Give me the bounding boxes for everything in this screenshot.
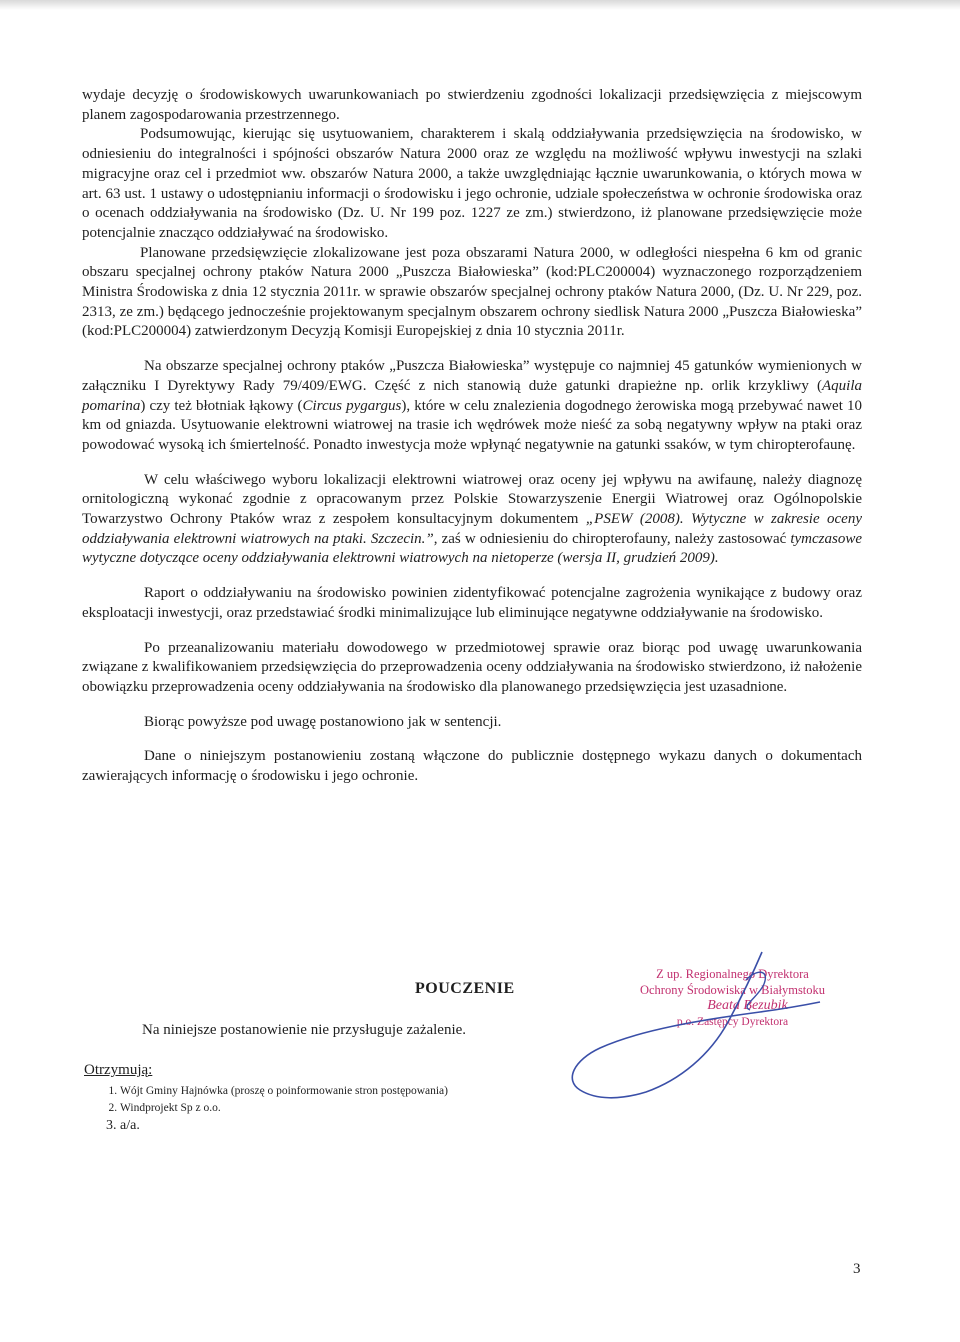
paragraph-5: W celu właściwego wyboru lokalizacji elektrowni wiatrowej oraz oceny jej wpływu na awifaunę, należy diagnozę ornitologiczną wykonać zgodnie z opracowanym przez Polskie Stowarzyszenie Energii Wiatrowej oraz Ogólnopolskie Towarzystwo Ochrony Ptaków wraz z zespołem konsultacyjnym dokumentem „PSEW (2008). Wytyczne w zakresie oceny oddziaływania elektrowni wiatrowych na ptaki. Szczecin.”, zaś w odniesieniu do chiropterofauny, należy zastosować tymczasowe wytyczne dotyczące oceny oddziaływania elektrowni wiatrowych na nietoperze (wersja II, grudzień 2009). xyxy=(82,471,863,567)
recipients-title: Otrzymują: xyxy=(84,1062,153,1078)
list-item: 1. Wójt Gminy Hajnówka (proszę o poinformowanie stron postępowania) xyxy=(120,1083,448,1100)
document-citation: „PSEW (2008). Wytyczne w zakresie oceny oddziaływania elektrowni wiatrowych na ptaki. Szczecin.” xyxy=(82,511,863,547)
paragraph-6: Raport o oddziaływaniu na środowisko powinien zidentyfikować potencjalne zagrożenia wynikające z budowy oraz eksploatacji inwestycji, oraz przedstawiać środki minimalizujące lub eliminujące negatywne oddziaływanie na środowisko. xyxy=(82,585,862,621)
latin-species-name: Aquila pomarina xyxy=(82,377,862,414)
recipients-items xyxy=(84,1083,448,1134)
paragraph-9: Dane o niniejszym postanowieniu zostaną włączone do publicznie dostępnego wykazu danych o dokumentach zawierających informację o środowisku i jego ochronie. xyxy=(82,748,862,785)
stamp-signer-role: p.o. Zastępcy Dyrektora xyxy=(676,1016,789,1028)
scan-edge xyxy=(0,0,960,10)
paragraph-2: Podsumowując, kierując się usytuowaniem, charakterem i skalą oddziaływania przedsięwzięcia na środowisko, w odniesieniu do integralności i spójności obszarów Natura 2000 oraz ze względu na możliwość wpływu inwestycji na szlaki migracyjne oraz cel i przedmiot ww. obszarów Natura 2000, a także uwzględniając łącznie uwarunkowania, o których mowa w art. 63 ust. 1 ustawy o udostępnianiu informacji o środowisku i jego ochronie, udziale społeczeństwa w ochronie środowiska oraz o ocenach oddziaływania na środowisko (Dz. U. Nr 199 poz. 1227 ze zm.) stwierdzono, iż planowane przedsięwzięcie może potencjalnie znacząco oddziaływać na środowisko. xyxy=(82,126,862,241)
pouczenie-text: Na niniejsze postanowienie nie przysługuje zażalenie. xyxy=(142,1022,467,1038)
pouczenie-heading: POUCZENIE xyxy=(415,980,515,997)
paragraph-8: Biorąc powyższe pod uwagę postanowiono jak w sentencji. xyxy=(144,713,502,730)
stamp-signer-name: Beata Bezubik xyxy=(707,998,788,1013)
stamp-line-2: Ochrony Środowiska w Białymstoku xyxy=(639,983,826,997)
signature-icon xyxy=(550,940,840,1130)
recipients-list xyxy=(84,1062,448,1134)
latin-species-name: Circus pygargus xyxy=(302,397,402,414)
paragraph-7: Po przeanalizowaniu materiału dowodowego w przedmiotowej sprawie oraz biorąc pod uwagę uwarunkowania związane z kwalifikowaniem przedsięwzięcia do przeprowadzenia oceny oddziaływania na środowisko stwierdzono, iż nałożenie obowiązku przeprowadzenia oceny oddziaływania na środowisko dla planowanego przedsięwzięcia jest uzasadnione. xyxy=(82,639,862,695)
stamp-line-1: Z up. Regionalnego Dyrektora xyxy=(656,967,809,981)
paragraph-4: Na obszarze specjalnej ochrony ptaków „Puszcza Białowieska” występuje co najmniej 45 gatunków wymienionych w załączniku I Dyrektywy Rady 79/409/EWG. Część z nich stanowią duże gatunki drapieżne np. orlik krzykliwy (Aquila pomarina) czy też błotniak łąkowy (Circus pygargus), które w celu znalezienia dogodnego żerowiska mogą przebywać nawet 10 km od gniazda. Usytuowanie elektrowni wiatrowej na trasie ich wędrówek może nieść za sobą negatywny wpływ na ptaki oraz powodować wysoką ich śmiertelność. Ponadto inwestycja może wpłynąć negatywnie na gatunki ssaków, w tym chiropterofaunę. xyxy=(82,358,862,453)
paragraph-1: wydaje decyzję o środowiskowych uwarunkowaniach po stwierdzeniu zgodności lokalizacji przedsięwzięcia z miejscowym planem zagospodarowania przestrzennego. xyxy=(82,87,862,123)
paragraph-3: Planowane przedsięwzięcie zlokalizowane jest poza obszarami Natura 2000, w odległości niespełna 6 km od granic obszaru specjalnej ochrony ptaków Natura 2000 „Puszcza Białowieska” (kod:PLC200004) wyznaczonego rozporządzeniem Ministra Środowiska z dnia 12 stycznia 2011r. w sprawie obszarów specjalnej ochrony ptaków Natura 2000, (Dz. U. Nr 229, poz. 2313, ze zm.) będącego jednocześnie projektowanym specjalnym obszarem ochrony siedlisk Natura 2000 „Puszcza Białowieska” (kod:PLC200004) zatwierdzonym Decyzją Komisji Europejskiej z dnia 10 stycznia 2011r. xyxy=(82,244,862,340)
list-item: 3. a/a. xyxy=(120,1117,448,1134)
page-number: 3 xyxy=(853,1261,861,1277)
document-body xyxy=(82,86,862,787)
guideline-citation: tymczasowe wytyczne dotyczące oceny oddziaływania elektrowni wiatrowych na nietoperze (wersja II, grudzień 2009). xyxy=(82,530,863,567)
list-item: 2. Windprojekt Sp z o.o. xyxy=(120,1100,448,1117)
